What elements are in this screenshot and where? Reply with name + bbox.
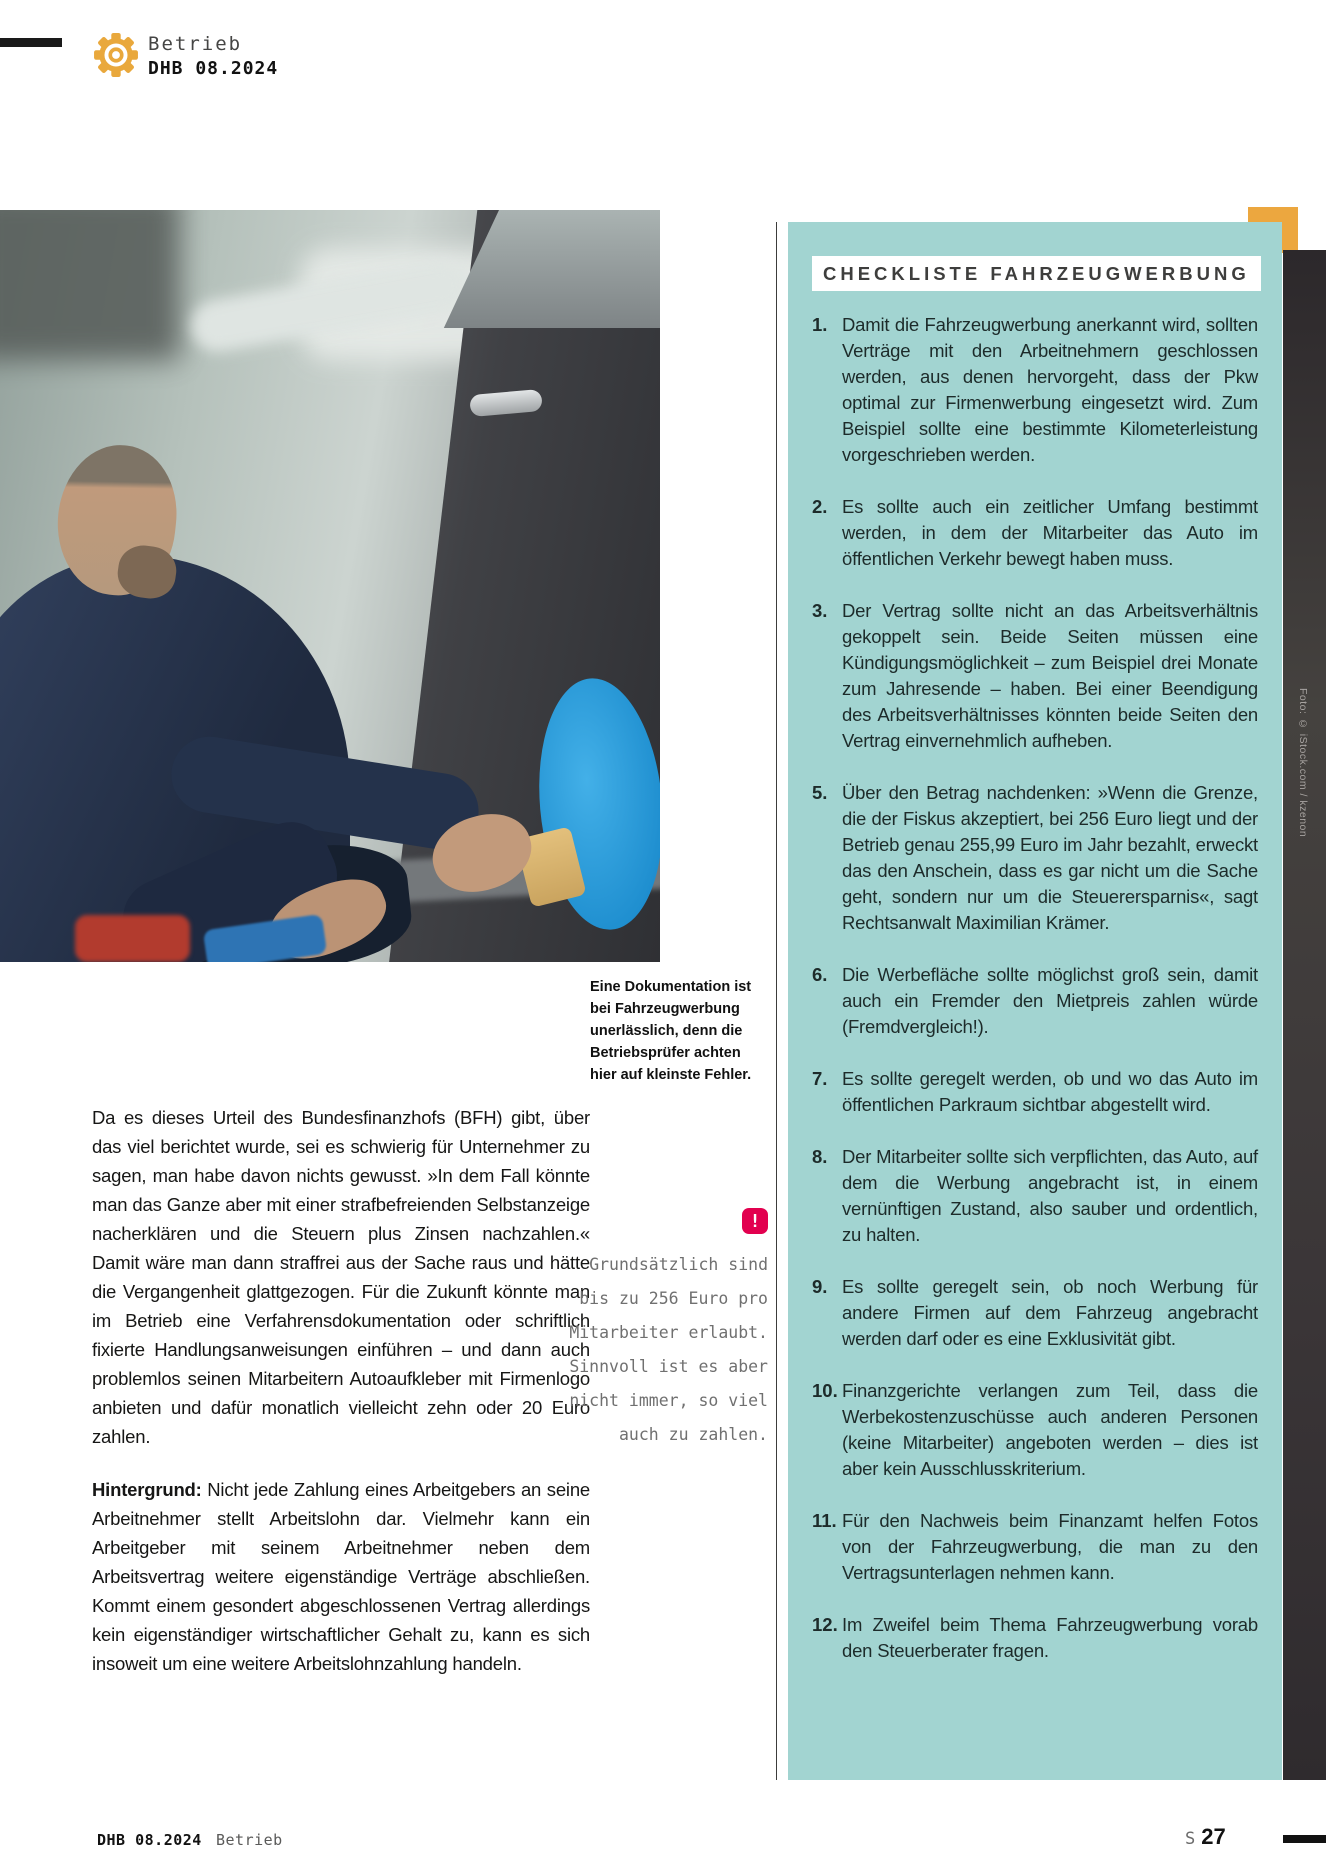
checklist-item-text: Der Vertrag sollte nicht an das Arbeitsverhältnis gekoppelt sein. Beide Seiten müssen eine Kündigungsmöglichkeit – zum Beispiel drei Monate zum Jahresende – haben. Bei einer Beendigung des Arbeitsverhältnisses könnten beide Seiten den Vertrag einvernehmlich aufheben. xyxy=(842,600,1258,751)
paragraph-lead-in: Hintergrund: xyxy=(92,1479,202,1500)
checklist-item-number: 7. xyxy=(812,1068,828,1089)
photo-caption: Eine Dokumentation ist bei Fahrzeugwerbung unerlässlich, denn die Betriebsprüfer achten hier auf kleinste Fehler. xyxy=(590,979,752,1083)
section-label: Betrieb xyxy=(148,33,243,55)
checklist-item xyxy=(812,1508,1258,1586)
checklist-item-number: 5. xyxy=(812,782,828,803)
checklist-item-number: 6. xyxy=(812,964,828,985)
article-paragraph-1: Da es dieses Urteil des Bundesfinanzhofs (BFH) gibt, über das viel berichtet wurde, sei es schwierig für Unternehmer zu sagen, man habe davon nichts gewusst. »In dem Fall könnte man das Ganze aber mit einer strafbefreienden Selbstanzeige nacherklären und die Steuern plus Zinsen nachzahlen.« Damit wäre man dann straffrei aus der Sache raus und hätte die Vergangenheit glattgezogen. Für die Zukunft könnte man im Betrieb eine Verfahrensdokumentation oder schriftlich fixierte Handlungsanweisungen einführen – und dann auch problemlos seinen Mitarbeitern Autoaufkleber mit Firmenlogo anbieten und dafür monatlich vielleicht zehn oder 20 Euro zahlen. xyxy=(92,1107,590,1447)
photo-credit: Foto: © iStock.com / kzenon xyxy=(1297,688,1309,838)
column-rule xyxy=(776,222,777,1780)
bottom-right-rule xyxy=(1283,1835,1326,1843)
checklist-item xyxy=(812,1274,1258,1352)
checklist-item-text: Damit die Fahrzeugwerbung anerkannt wird, sollten Verträge mit den Arbeitnehmern geschlossen werden, aus denen hervorgeht, dass der Pkw optimal zur Firmenwerbung eingesetzt wird. Zum Beispiel sollte eine bestimmte Kilometerleistung vorgeschrieben werden. xyxy=(842,314,1258,465)
pull-quote xyxy=(558,1208,768,1452)
gear-icon xyxy=(93,32,139,78)
article-body xyxy=(92,1103,590,1678)
footer-page-number xyxy=(1185,1824,1226,1850)
checklist-item xyxy=(812,1066,1258,1118)
checklist-item xyxy=(812,598,1258,754)
checklist-item-text: Der Mitarbeiter sollte sich verpflichten, das Auto, auf dem die Werbung angebracht ist, in einem vernünftigen Zustand, also sauber und ordentlich, zu halten. xyxy=(842,1146,1258,1245)
checklist-item-number: 10. xyxy=(812,1380,838,1401)
page-number: 27 xyxy=(1201,1824,1226,1849)
photo-red-shape xyxy=(75,915,190,962)
checklist-item xyxy=(812,1612,1258,1664)
checklist-item-number: 11. xyxy=(812,1510,837,1531)
checklist-box xyxy=(788,222,1282,1780)
checklist-item-number: 2. xyxy=(812,496,828,517)
issue-label: DHB 08.2024 xyxy=(148,58,279,79)
pull-quote-text: Grundsätzlich sind bis zu 256 Euro pro Mitarbeiter erlaubt. Sinnvoll ist es aber nicht immer, so viel auch zu zahlen. xyxy=(569,1255,768,1444)
checklist-item xyxy=(812,1144,1258,1248)
checklist-item xyxy=(812,312,1258,468)
footer-section: Betrieb xyxy=(216,1831,283,1849)
checklist-item xyxy=(812,494,1258,572)
photo-edge-strip xyxy=(1283,250,1326,1780)
checklist-item-text: Im Zweifel beim Thema Fahrzeugwerbung vorab den Steuerberater fragen. xyxy=(842,1614,1258,1661)
checklist-item-number: 3. xyxy=(812,600,828,621)
checklist-item-text: Es sollte geregelt werden, ob und wo das Auto im öffentlichen Parkraum sichtbar abgestellt wird. xyxy=(842,1068,1258,1115)
article-photo xyxy=(0,210,660,962)
checklist-item xyxy=(812,962,1258,1040)
footer-issue: DHB 08.2024 xyxy=(97,1831,202,1849)
checklist-item-text: Finanzgerichte verlangen zum Teil, dass die Werbekostenzuschüsse auch anderen Personen (keine Mitarbeiter) angeboten werden – dies ist aber kein Ausschlusskriterium. xyxy=(842,1380,1258,1479)
exclamation-icon: ! xyxy=(742,1208,768,1234)
checklist-item-number: 1. xyxy=(812,314,828,335)
checklist-item-text: Es sollte geregelt sein, ob noch Werbung für andere Firmen auf dem Fahrzeug angebracht werden darf oder es eine Exklusivität gibt. xyxy=(842,1276,1258,1349)
checklist-item-text: Es sollte auch ein zeitlicher Umfang bestimmt werden, in dem der Mitarbeiter das Auto im öffentlichen Verkehr bewegt haben muss. xyxy=(842,496,1258,569)
checklist-item-text: Für den Nachweis beim Finanzamt helfen Fotos von der Fahrzeugwerbung, die man zu den Vertragsunterlagen nehmen kann. xyxy=(842,1510,1258,1583)
checklist-item-number: 12. xyxy=(812,1614,838,1635)
paragraph-text: Nicht jede Zahlung eines Arbeitgebers an seine Arbeitnehmer stellt Arbeitslohn dar. Vielmehr kann ein Arbeitgeber mit seinem Arbeitnehmer neben dem Arbeitsvertrag weitere eigenständige Verträge abschließen. Kommt einem gesondert abgeschlossenen Vertrag allerdings kein eigenständiger wirtschaftlicher Gehalt zu, kann es sich insoweit um eine weitere Arbeitslohnzahlung handeln. xyxy=(92,1479,590,1674)
checklist-item xyxy=(812,1378,1258,1482)
top-left-rule xyxy=(0,38,62,47)
checklist-item-text: Über den Betrag nachdenken: »Wenn die Grenze, die der Fiskus akzeptiert, bei 256 Euro liegt und der Betrieb genau 255,99 Euro im Jahr bezahlt, erweckt das den Anschein, dass es gar nicht um die Sache geht, sondern nur um die Steuerersparnis«, sagt Rechtsanwalt Maximilian Krämer. xyxy=(842,782,1258,933)
checklist-item xyxy=(812,780,1258,936)
checklist-item-number: 8. xyxy=(812,1146,828,1167)
photo-shelf-shape xyxy=(0,210,180,360)
article-paragraph-2 xyxy=(92,1475,590,1678)
checklist-item-number: 9. xyxy=(812,1276,828,1297)
checklist-item-text: Die Werbefläche sollte möglichst groß sein, damit auch ein Fremder den Mietpreis zahlen würde (Fremdvergleich!). xyxy=(842,964,1258,1037)
checklist-items xyxy=(812,312,1258,1690)
page-prefix: S xyxy=(1185,1829,1196,1849)
checklist-title: CHECKLISTE FAHRZEUGWERBUNG xyxy=(812,256,1261,291)
